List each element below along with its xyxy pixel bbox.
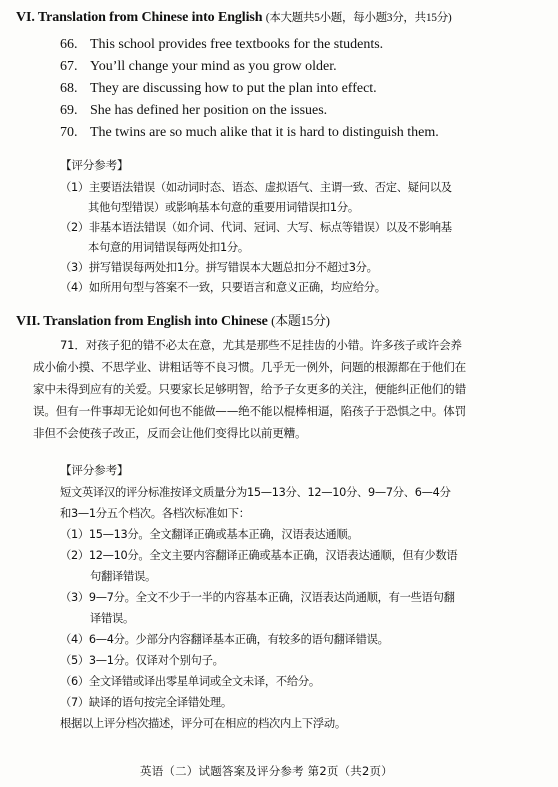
grading-line: （4）6—4分。少部分内容翻译基本正确，有较多的语句翻译错误。 [60, 633, 389, 646]
grading-line: （6）全文译错或译出零星单词或全文未译，不给分。 [60, 675, 320, 688]
passage-line: 家中未得到应有的关爱。只要家长足够明智，给予子女更多的关注，便能纠正他们的错 [33, 382, 466, 396]
grading-line: 译错误。 [90, 612, 134, 625]
passage-line: 非但不会使孩子改正，反而会让他们变得比以前更糟。 [33, 426, 307, 440]
grading-line: （2）12—10分。全文主要内容翻译正确或基本正确，汉语表达通顺，但有少数语 [60, 549, 458, 562]
grading-line: （3）9—7分。全文不少于一半的内容基本正确，汉语表达尚通顺，有一些语句翻 [60, 591, 455, 604]
grading-line: 本句意的用词错误每两处扣1分。 [88, 241, 249, 254]
item-number: 67. [60, 59, 78, 74]
grading-line: （2）非基本语法错误（如介词、代词、冠词、大写、标点等错误）以及不影响基 [60, 221, 452, 234]
grading-line: 其他句型错误）或影响基本句意的重要用词错误扣1分。 [88, 201, 359, 214]
section-7-note: (本题15分) [271, 313, 330, 328]
grading-line: （7）缺译的语句按完全译错处理。 [60, 696, 232, 709]
item-text: You’ll change your mind as you grow older. [90, 59, 337, 74]
page-footer: 英语（二）试题答案及评分参考 第2页（共2页） [140, 764, 393, 778]
grading-line: 句翻译错误。 [90, 570, 156, 583]
grading-line: 短文英译汉的评分标准按译文质量分为15—13分、12—10分、9—7分、6—4分 [60, 486, 451, 499]
item-text: This school provides free textbooks for the students. [90, 37, 384, 52]
list-item [60, 59, 337, 75]
grading-line: （1）15—13分。全文翻译正确或基本正确，汉语表达通顺。 [60, 528, 359, 541]
grading-line: 和3—1分五个档次。各档次标准如下： [60, 507, 250, 520]
list-item [60, 81, 377, 97]
section-7-title: VII. Translation from English into Chinese [16, 314, 268, 329]
item-text: They are discussing how to put the plan into effect. [90, 81, 377, 96]
list-item [60, 125, 439, 141]
item-number: 66. [60, 37, 78, 52]
grading-heading: 【评分参考】 [60, 158, 129, 172]
section-6-title: VI. Translation from Chinese into English [16, 10, 263, 25]
list-item [60, 37, 383, 53]
list-item [60, 103, 327, 119]
grading-line: （3）拼写错误每两处扣1分。拼写错误本大题总扣分不超过3分。 [60, 261, 378, 274]
item-text: The twins are so much alike that it is hard to distinguish them. [90, 125, 439, 140]
passage-line: 误。但有一件事却无论如何也不能做——绝不能以棍棒相逼，陷孩子于恐惧之中。体罚 [33, 404, 466, 418]
grading-line: （5）3—1分。仅译对个别句子。 [60, 654, 224, 667]
passage-line: 71．对孩子犯的错不必太在意，尤其是那些不足挂齿的小错。许多孩子或许会养 [60, 338, 462, 352]
grading-line: （1）主要语法错误（如动词时态、语态、虚拟语气、主谓一致、否定、疑问以及 [60, 181, 452, 194]
grading-heading: 【评分参考】 [60, 463, 129, 477]
passage-line: 成小偷小摸、不思学业、讲粗话等不良习惯。几乎无一例外，问题的根源都在于他们在 [33, 360, 466, 374]
section-6-heading [16, 9, 451, 26]
grading-line: 根据以上评分档次描述，评分可在相应的档次内上下浮动。 [60, 717, 346, 730]
grading-line: （4）如所用句型与答案不一致，只要语言和意义正确，均应给分。 [60, 281, 386, 294]
section-6-note: (本大题共5小题，每小题3分，共15分) [265, 12, 452, 24]
item-number: 70. [60, 125, 78, 140]
item-number: 69. [60, 103, 78, 118]
item-number: 68. [60, 81, 78, 96]
item-text: She has defined her position on the issues. [90, 103, 328, 118]
section-7-heading [16, 310, 330, 330]
